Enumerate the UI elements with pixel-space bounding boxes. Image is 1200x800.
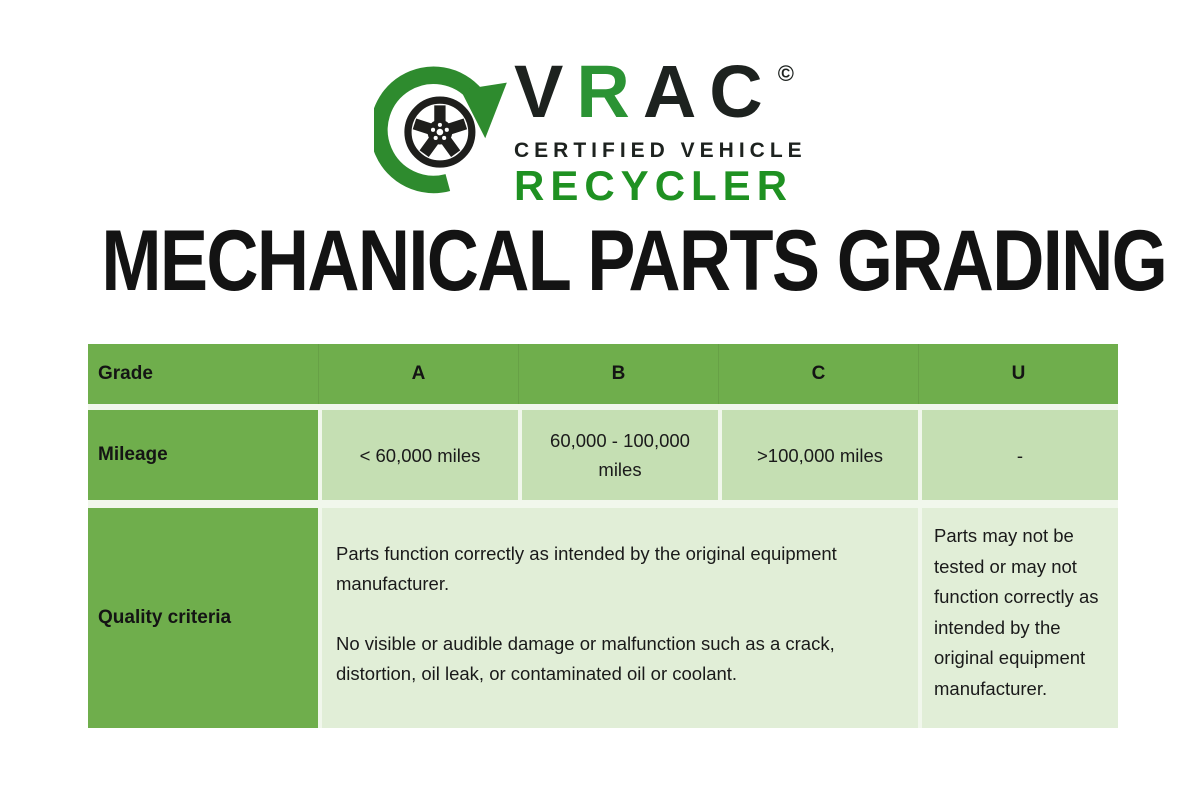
table-header-row <box>88 344 1118 404</box>
mileage-row <box>88 410 1118 500</box>
logo-tagline: RECYCLER <box>514 162 794 209</box>
brand-name <box>514 50 807 133</box>
mileage-cell-b: 60,000 - 100,000 miles <box>522 410 718 500</box>
quality-criteria-row <box>88 508 1118 728</box>
page-title: MECHANICAL PARTS GRADING <box>101 213 1167 309</box>
header-col-u: U <box>918 344 1118 404</box>
grading-table <box>88 344 1118 728</box>
logo-subtitle: CERTIFIED VEHICLE <box>514 139 807 162</box>
brand-letter: R <box>576 50 630 133</box>
mileage-row-label: Mileage <box>88 410 318 500</box>
mileage-cell-c: >100,000 miles <box>722 410 918 500</box>
brand-letter: A <box>642 50 697 133</box>
brand-letter: C <box>709 50 763 133</box>
header-col-b: B <box>518 344 718 404</box>
logo-text-block <box>514 50 807 209</box>
quality-row-label: Quality criteria <box>88 508 318 728</box>
quality-abc-paragraph-1: Parts function correctly as intended by the original equipment manufacturer. <box>336 543 837 594</box>
copyright-symbol: © <box>777 61 794 86</box>
vrac-logo <box>374 50 807 209</box>
brand-letter: V <box>514 50 564 133</box>
quality-abc-paragraph-2: No visible or audible damage or malfunction such as a crack, distortion, oil leak, or contaminated oil or coolant. <box>336 633 835 684</box>
header-col-c: C <box>718 344 918 404</box>
quality-cell-u: Parts may not be tested or may not function correctly as intended by the original equipment manufacturer. <box>922 508 1118 728</box>
quality-cell-abc <box>322 508 918 728</box>
header-col-a: A <box>318 344 518 404</box>
mileage-cell-u: - <box>922 410 1118 500</box>
mileage-cell-a: < 60,000 miles <box>322 410 518 500</box>
recycling-arrow-wheel-icon <box>374 60 512 198</box>
page-title-wrap <box>0 213 1200 309</box>
header-grade-label: Grade <box>98 363 153 384</box>
